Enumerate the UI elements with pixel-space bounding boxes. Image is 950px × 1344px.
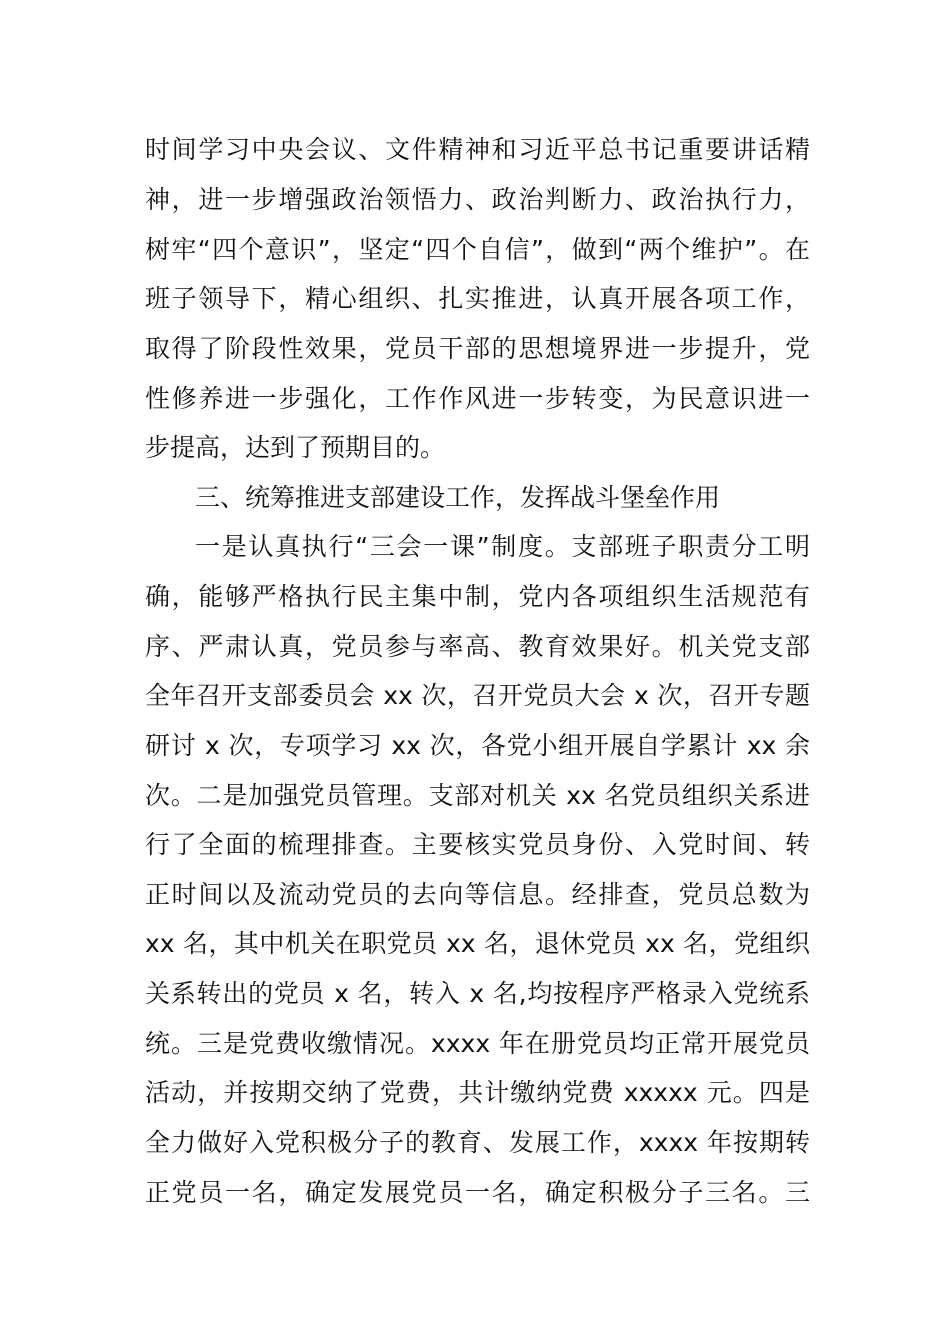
text-line: 正时间以及流动党员的去向等信息。经排查，党员总数为	[145, 880, 810, 909]
text-line: 一是认真执行“三会一课”制度。支部班子职责分工明	[195, 532, 810, 561]
text-line: 确，能够严格执行民主集中制，党内各项组织生活规范有	[145, 582, 810, 611]
text-line: 全力做好入党积极分子的教育、发展工作，xxxx 年按期转	[145, 1128, 810, 1157]
text-line: 神，进一步增强政治领悟力、政治判断力、政治执行力，	[145, 185, 810, 214]
text-line: 性修养进一步强化，工作作风进一步转变，为民意识进一	[145, 384, 810, 413]
text-line: 统。三是党费收缴情况。xxxx 年在册党员均正常开展党员	[145, 1029, 810, 1058]
section-heading: 三、统筹推进支部建设工作，发挥战斗堡垒作用	[195, 483, 721, 512]
text-line: xx 名，其中机关在职党员 xx 名，退休党员 xx 名，党组织	[145, 929, 810, 958]
text-line: 取得了阶段性效果，党员干部的思想境界进一步提升，党	[145, 334, 810, 363]
text-line: 研讨 x 次，专项学习 xx 次，各党小组开展自学累计 xx 余	[145, 731, 810, 760]
text-line: 时间学习中央会议、文件精神和习近平总书记重要讲话精	[145, 135, 810, 164]
text-line: 行了全面的梳理排查。主要核实党员身份、入党时间、转	[145, 830, 810, 859]
text-line: 步提高，达到了预期目的。	[145, 433, 446, 462]
text-line: 全年召开支部委员会 xx 次，召开党员大会 x 次，召开专题	[145, 681, 810, 710]
text-line: 正党员一名，确定发展党员一名，确定积极分子三名。三	[145, 1178, 810, 1207]
text-line: 次。二是加强党员管理。支部对机关 xx 名党员组织关系进	[145, 781, 810, 810]
text-line: 活动，并按期交纳了党费，共计缴纳党费 xxxxx 元。四是	[145, 1078, 810, 1107]
text-line: 班子领导下，精心组织、扎实推进，认真开展各项工作，	[145, 284, 810, 313]
text-line: 关系转出的党员 x 名，转入 x 名,均按程序严格录入党统系	[145, 979, 810, 1008]
text-line: 序、严肃认真，党员参与率高、教育效果好。机关党支部	[145, 632, 810, 661]
text-line: 树牢“四个意识”，坚定“四个自信”，做到“两个维护”。在	[145, 235, 810, 264]
